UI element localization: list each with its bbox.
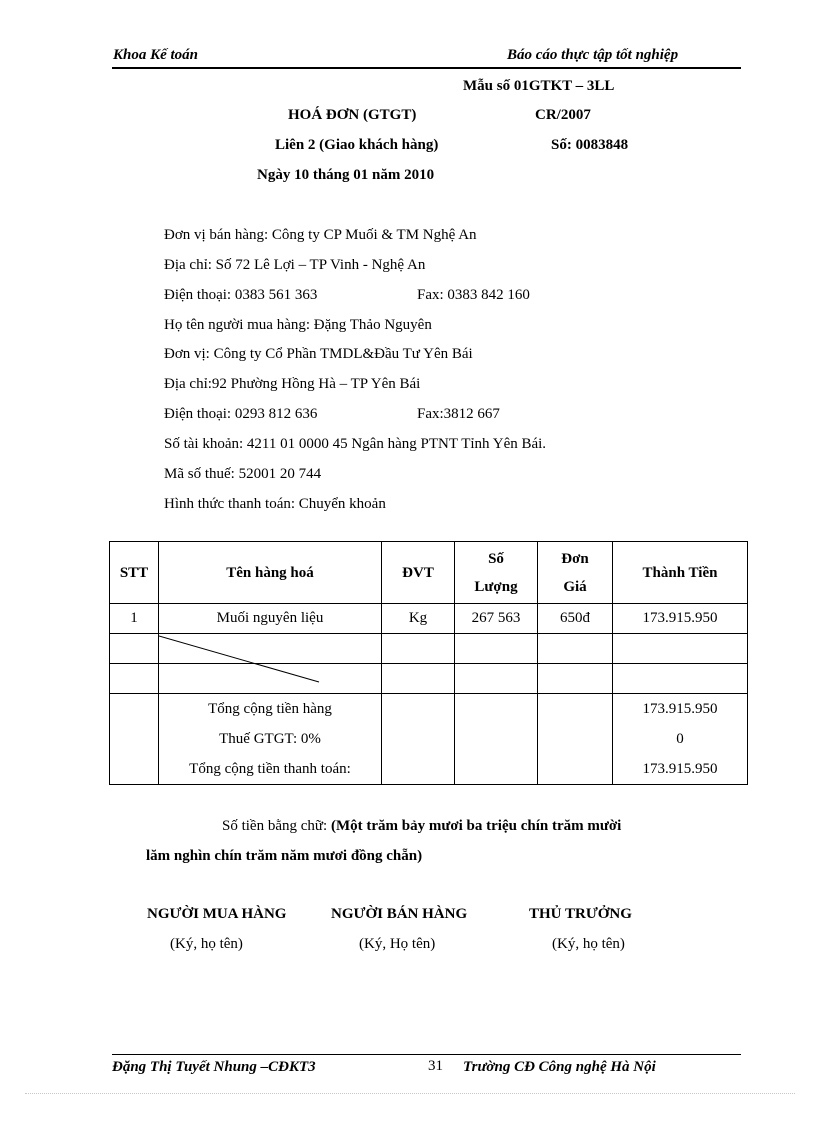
row-unit-price: 650đ	[538, 604, 613, 634]
summary-row	[110, 694, 748, 785]
subtotal-label: Tổng cộng tiền hàng	[208, 701, 332, 717]
seller-name: Đơn vị bán hàng: Công ty CP Muối & TM Nghệ An	[164, 227, 477, 243]
buyer-phone: Điện thoại: 0293 812 636	[164, 406, 318, 422]
empty-rows-strike-line	[159, 634, 324, 686]
total-value: 173.915.950	[642, 761, 718, 777]
form-number: Mẫu số 01GTKT – 3LL	[463, 78, 615, 94]
table-header-row	[110, 542, 748, 604]
seller-signature-title: NGƯỜI BÁN HÀNG	[331, 906, 468, 922]
buyer-address: Địa chỉ:92 Phường Hồng Hà – TP Yên Bái	[164, 376, 421, 392]
header-quantity-line1: Số	[488, 550, 504, 567]
row-product-name: Muối nguyên liệu	[159, 604, 382, 634]
row-quantity: 267 563	[455, 604, 538, 634]
amount-in-words-line1	[222, 818, 621, 835]
seller-signature-note: (Ký, Họ tên)	[359, 936, 436, 952]
header-stt: STT	[110, 542, 159, 604]
subtotal-value: 173.915.950	[642, 701, 718, 717]
amount-in-words-label: Số tiền bằng chữ:	[222, 818, 331, 834]
vat-label: Thuế GTGT: 0%	[219, 731, 321, 747]
buyer-name: Họ tên người mua hàng: Đặng Thảo Nguyên	[164, 317, 432, 333]
invoice-date: Ngày 10 tháng 01 năm 2010	[257, 167, 435, 183]
footer-author: Đặng Thị Tuyết Nhung –CĐKT3	[112, 1059, 316, 1075]
amount-in-words-line2: lăm nghìn chín trăm năm mươi đồng chẵn)	[146, 848, 423, 864]
header-price-line2: Giá	[563, 578, 587, 595]
buyer-signature-note: (Ký, họ tên)	[170, 936, 243, 952]
director-signature-title: THỦ TRƯỞNG	[529, 906, 632, 922]
header-report-title: Báo cáo thực tập tốt nghiệp	[507, 47, 679, 63]
row-unit: Kg	[382, 604, 455, 634]
buyer-signature-title: NGƯỜI MUA HÀNG	[147, 906, 287, 922]
footer-school: Trường CĐ Công nghệ Hà Nội	[463, 1059, 656, 1075]
tax-code: Mã số thuế: 52001 20 744	[164, 466, 322, 482]
bank-account: Số tài khoản: 4211 01 0000 45 Ngân hàng PTNT Tỉnh Yên Bái.	[164, 436, 547, 452]
row-stt: 1	[110, 604, 159, 634]
amount-in-words-text1: (Một trăm bảy mươi ba triệu chín trăm mười	[330, 818, 622, 834]
header-unit-price	[538, 542, 613, 604]
invoice-title: HOÁ ĐƠN (GTGT)	[288, 107, 417, 123]
header-unit: ĐVT	[382, 542, 455, 604]
buyer-unit: Đơn vị: Công ty Cổ Phần TMDL&Đầu Tư Yên Bái	[164, 346, 473, 362]
payment-method: Hình thức thanh toán: Chuyển khoản	[164, 496, 386, 512]
seller-address: Địa chỉ: Số 72 Lê Lợi – TP Vinh - Nghệ An	[164, 257, 426, 273]
seller-phone: Điện thoại: 0383 561 363	[164, 287, 318, 303]
row-amount: 173.915.950	[613, 604, 748, 634]
header-price-line1: Đơn	[561, 550, 589, 567]
seller-fax: Fax: 0383 842 160	[417, 287, 530, 303]
footer-page-number: 31	[428, 1058, 443, 1074]
header-rule	[112, 67, 741, 69]
header-department: Khoa Kế toán	[113, 47, 199, 63]
vat-value: 0	[676, 731, 684, 747]
header-product-name: Tên hàng hoá	[159, 542, 382, 604]
header-amount: Thành Tiền	[613, 542, 748, 604]
footer-rule	[112, 1054, 741, 1055]
invoice-copy: Liên 2 (Giao khách hàng)	[275, 137, 439, 153]
invoice-series: CR/2007	[535, 107, 591, 123]
header-quantity	[455, 542, 538, 604]
invoice-number: Số: 0083848	[551, 137, 629, 153]
table-row	[110, 604, 748, 634]
header-quantity-line2: Lượng	[474, 578, 518, 595]
buyer-fax: Fax:3812 667	[417, 406, 500, 422]
summary-values	[613, 694, 748, 785]
total-label: Tổng cộng tiền thanh toán:	[189, 761, 351, 777]
director-signature-note: (Ký, họ tên)	[552, 936, 625, 952]
summary-labels	[159, 694, 382, 785]
page-bottom-dotted-line	[25, 1093, 795, 1094]
